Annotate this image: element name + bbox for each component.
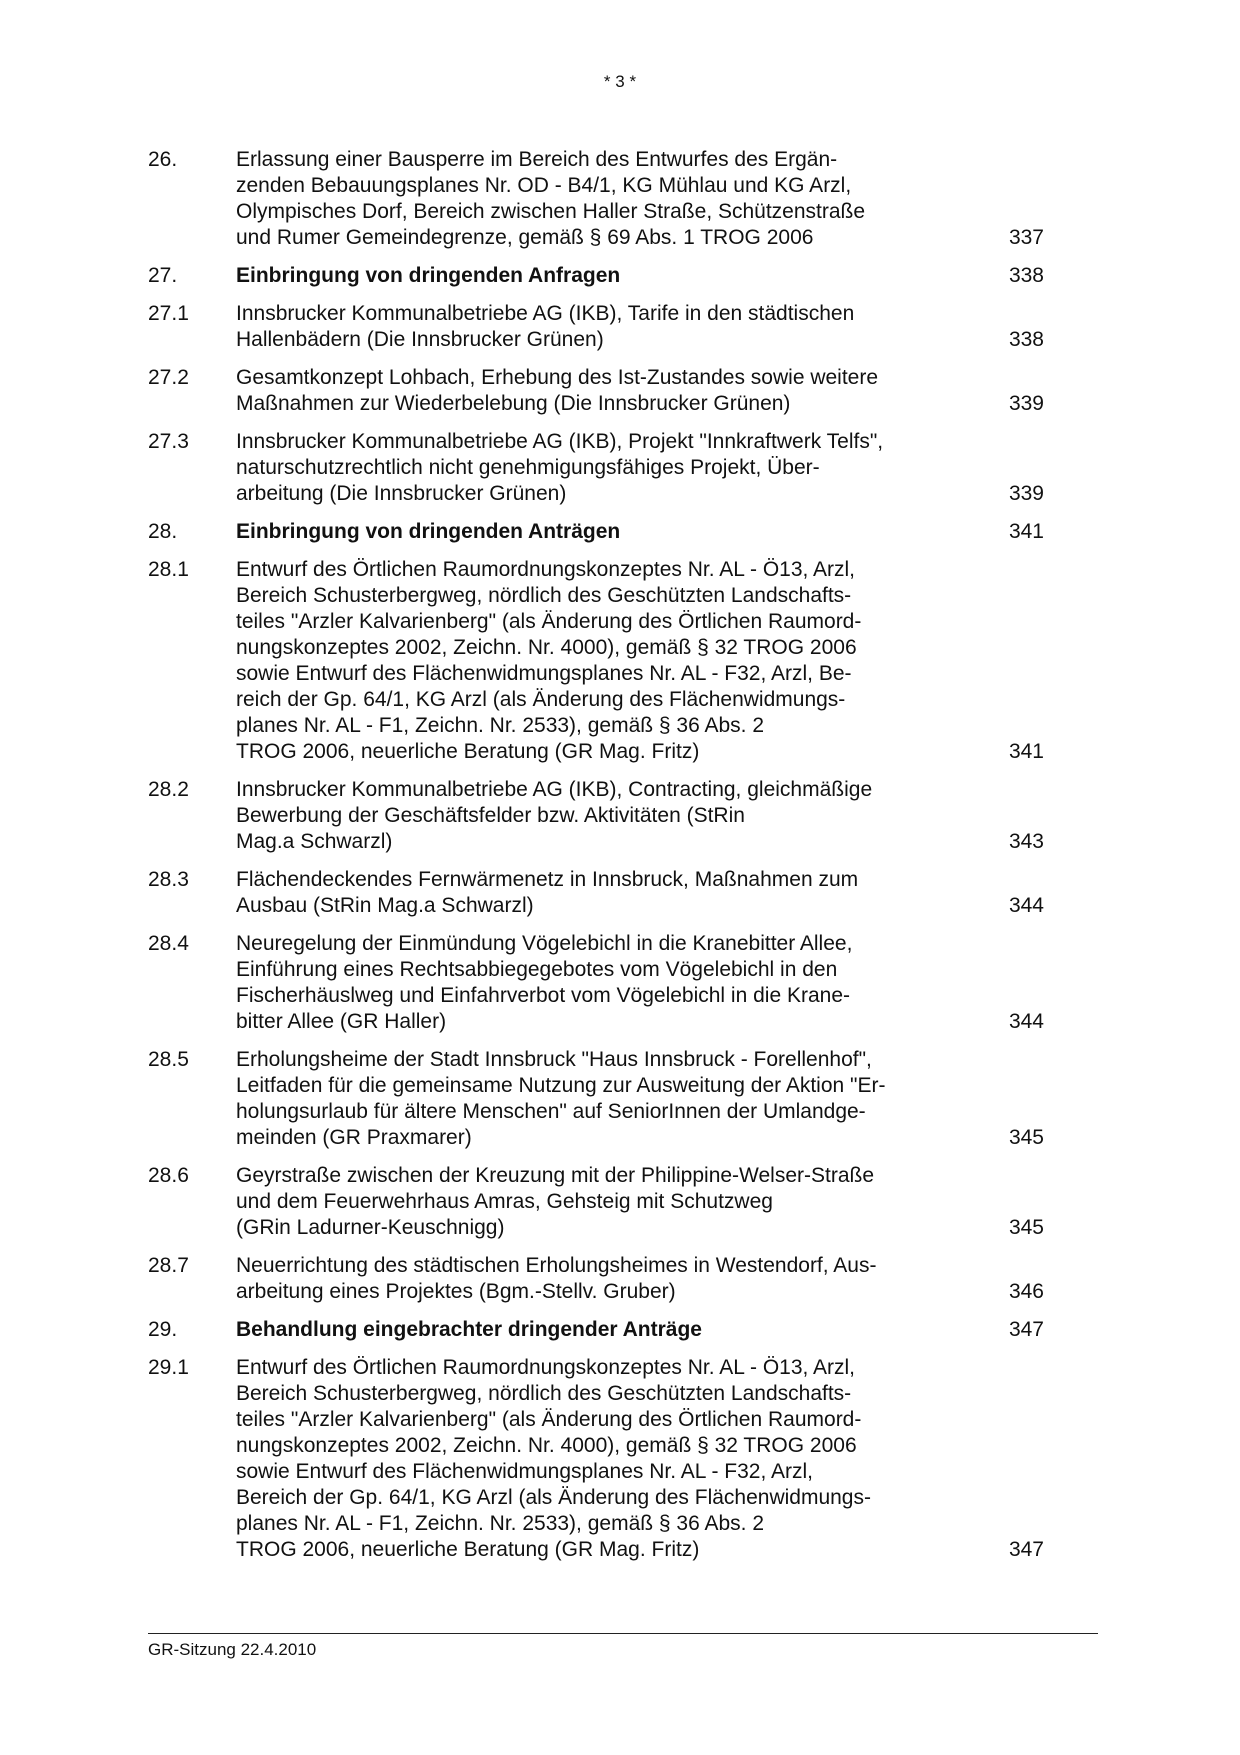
entry-number: 27.	[148, 264, 178, 287]
entry-page-number: 341	[1008, 740, 1044, 763]
entry-number: 28.6	[148, 1164, 189, 1187]
entry-title: Einbringung von dringenden Anfragen	[236, 264, 621, 287]
entry-title: Behandlung eingebrachter dringender Anträge	[236, 1318, 702, 1341]
entry-page-number: 345	[1008, 1216, 1044, 1239]
entry-number: 28.7	[148, 1254, 189, 1277]
table-of-contents	[148, 147, 1098, 1575]
entry-page-number: 339	[1008, 392, 1044, 415]
entry-page-number: 344	[1008, 894, 1044, 917]
toc-entry	[148, 557, 1098, 765]
toc-entry	[148, 1163, 1098, 1241]
toc-entry	[148, 1355, 1098, 1563]
entry-number: 28.	[148, 520, 178, 543]
entry-title: Einbringung von dringenden Anträgen	[236, 520, 621, 543]
entry-title: Innsbrucker Kommunalbetriebe AG (IKB), Projekt "Innkraftwerk Telfs", naturschutzrechtlich nicht genehmigungsfähiges Projekt, Über- arbeitung (Die Innsbrucker Grünen)	[236, 430, 884, 505]
entry-title: Innsbrucker Kommunalbetriebe AG (IKB), Contracting, gleichmäßige Bewerbung der Geschäftsfelder bzw. Aktivitäten (StRin Mag.a Schwarzl)	[236, 778, 873, 853]
entry-number: 28.3	[148, 868, 189, 891]
entry-number: 29.1	[148, 1356, 189, 1379]
entry-number: 27.1	[148, 302, 189, 325]
toc-entry	[148, 1047, 1098, 1151]
entry-title: Flächendeckendes Fernwärmenetz in Innsbruck, Maßnahmen zum Ausbau (StRin Mag.a Schwarzl)	[236, 868, 859, 917]
entry-title: Entwurf des Örtlichen Raumordnungskonzeptes Nr. AL - Ö13, Arzl, Bereich Schusterbergweg, nördlich des Geschützten Landschafts- teiles "Arzler Kalvarienberg" (als Änderung des Örtlichen Raumord- nungskonzeptes 2002, Zeichn. Nr. 4000), gemäß § 32 TROG 2006 sowie Entwurf des Flächenwidmungsplanes Nr. AL - F32, Arzl, Bereich der Gp. 64/1, KG Arzl (als Änderung des Flächenwidmungs- planes Nr. AL - F1, Zeichn. Nr. 2533), gemäß § 36 Abs. 2 TROG 2006, neuerliche Beratung (GR Mag. Fritz)	[236, 1356, 871, 1561]
page-number-header: * 3 *	[603, 72, 637, 91]
entry-number: 28.2	[148, 778, 189, 801]
entry-page-number: 344	[1008, 1010, 1044, 1033]
toc-entry	[148, 519, 1098, 545]
footer-divider	[148, 1633, 1098, 1634]
entry-title: Erlassung einer Bausperre im Bereich des Entwurfes des Ergän- zenden Bebauungsplanes Nr. OD - B4/1, KG Mühlau und KG Arzl, Olympisches Dorf, Bereich zwischen Haller Straße, Schützenstraße und Rumer Gemeindegrenze, gemäß § 69 Abs. 1 TROG 2006	[236, 148, 866, 249]
entry-page-number: 343	[1008, 830, 1044, 853]
entry-number: 28.4	[148, 932, 189, 955]
entry-title: Gesamtkonzept Lohbach, Erhebung des Ist-Zustandes sowie weitere Maßnahmen zur Wiederbelebung (Die Innsbrucker Grünen)	[236, 366, 879, 415]
toc-entry	[148, 301, 1098, 353]
toc-entry	[148, 867, 1098, 919]
toc-entry	[148, 931, 1098, 1035]
entry-number: 27.3	[148, 430, 189, 453]
entry-page-number: 337	[1008, 226, 1044, 249]
toc-entry	[148, 777, 1098, 855]
toc-entry	[148, 1253, 1098, 1305]
entry-page-number: 338	[1008, 328, 1044, 351]
entry-title: Geyrstraße zwischen der Kreuzung mit der Philippine-Welser-Straße und dem Feuerwehrhaus Amras, Gehsteig mit Schutzweg (GRin Ladurner-Keuschnigg)	[236, 1164, 875, 1239]
entry-page-number: 346	[1008, 1280, 1044, 1303]
entry-number: 28.1	[148, 558, 189, 581]
toc-entry	[148, 1317, 1098, 1343]
entry-title: Erholungsheime der Stadt Innsbruck "Haus Innsbruck - Forellenhof", Leitfaden für die gemeinsame Nutzung zur Ausweitung der Aktion "Er- holungsurlaub für ältere Menschen" auf SeniorInnen der Umlandge- meinden (GR Praxmarer)	[236, 1048, 886, 1149]
entry-page-number: 347	[1008, 1318, 1044, 1341]
toc-entry	[148, 263, 1098, 289]
entry-number: 27.2	[148, 366, 189, 389]
toc-entry	[148, 365, 1098, 417]
entry-number: 28.5	[148, 1048, 189, 1071]
entry-number: 26.	[148, 148, 178, 171]
toc-entry	[148, 147, 1098, 251]
entry-page-number: 338	[1008, 264, 1044, 287]
toc-entry	[148, 429, 1098, 507]
entry-title: Entwurf des Örtlichen Raumordnungskonzeptes Nr. AL - Ö13, Arzl, Bereich Schusterbergweg, nördlich des Geschützten Landschafts- teiles "Arzler Kalvarienberg" (als Änderung des Örtlichen Raumord- nungskonzeptes 2002, Zeichn. Nr. 4000), gemäß § 32 TROG 2006 sowie Entwurf des Flächenwidmungsplanes Nr. AL - F32, Arzl, Be- reich der Gp. 64/1, KG Arzl (als Änderung des Flächenwidmungs- planes Nr. AL - F1, Zeichn. Nr. 2533), gemäß § 36 Abs. 2 TROG 2006, neuerliche Beratung (GR Mag. Fritz)	[236, 558, 862, 763]
entry-page-number: 341	[1008, 520, 1044, 543]
entry-page-number: 347	[1008, 1538, 1044, 1561]
entry-page-number: 339	[1008, 482, 1044, 505]
footer-session-date: GR-Sitzung 22.4.2010	[148, 1640, 317, 1659]
entry-number: 29.	[148, 1318, 178, 1341]
entry-title: Innsbrucker Kommunalbetriebe AG (IKB), Tarife in den städtischen Hallenbädern (Die Innsbrucker Grünen)	[236, 302, 855, 351]
entry-title: Neuregelung der Einmündung Vögelebichl in die Kranebitter Allee, Einführung eines Rechtsabbiegegebotes vom Vögelebichl in den Fischerhäuslweg und Einfahrverbot vom Vögelebichl in die Krane- bitter Allee (GR Haller)	[236, 932, 853, 1033]
entry-page-number: 345	[1008, 1126, 1044, 1149]
entry-title: Neuerrichtung des städtischen Erholungsheimes in Westendorf, Aus- arbeitung eines Projektes (Bgm.-Stellv. Gruber)	[236, 1254, 877, 1303]
